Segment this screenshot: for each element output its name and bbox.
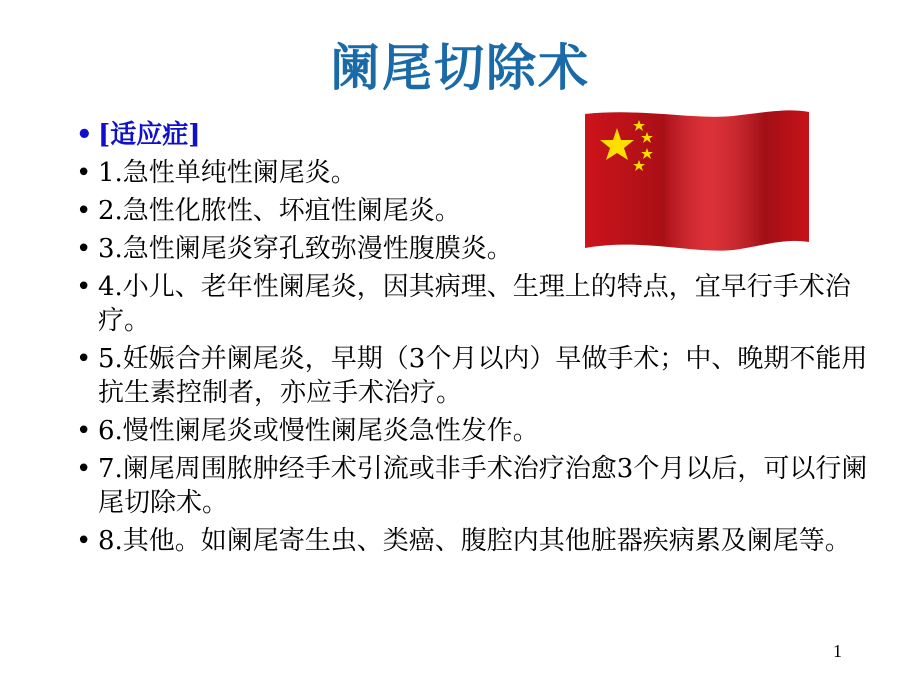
list-item: • 7.阑尾周围脓肿经手术引流或非手术治疗治愈3个月以后，可以行阑尾切除术。 [76,454,868,518]
bullet-icon: • [76,416,92,446]
bullet-icon: • [76,158,92,188]
list-item: • 4.小儿、老年性阑尾炎，因其病理、生理上的特点，宜早行手术治疗。 [76,272,851,336]
bullet-icon: • [76,454,92,484]
list-item: • 2.急性化脓性、坏疽性阑尾炎。 [76,196,461,226]
bullet-icon: • [76,196,92,226]
bullet-icon: • [76,120,93,150]
china-flag-icon [583,110,811,252]
bullet-icon: • [76,272,92,302]
list-item: • 5.妊娠合并阑尾炎，早期（3个月以内）早做手术；中、晚期不能用抗生素控制者，亦应手术治疗。 [76,344,868,408]
page-number: 1 [833,641,842,661]
list-item: • [适应症] [76,120,201,150]
bullet-icon: • [76,234,92,264]
list-item: • 6.慢性阑尾炎或慢性阑尾炎急性发作。 [76,416,539,446]
bullet-icon: • [76,526,92,556]
bullet-icon: • [76,344,92,374]
slide-title: 阑尾切除术 [330,39,590,97]
list-item: • 3.急性阑尾炎穿孔致弥漫性腹膜炎。 [76,234,513,264]
list-item: • 1.急性单纯性阑尾炎。 [76,158,357,188]
list-item: • 8.其他。如阑尾寄生虫、类癌、腹腔内其他脏器疾病累及阑尾等。 [76,526,851,556]
